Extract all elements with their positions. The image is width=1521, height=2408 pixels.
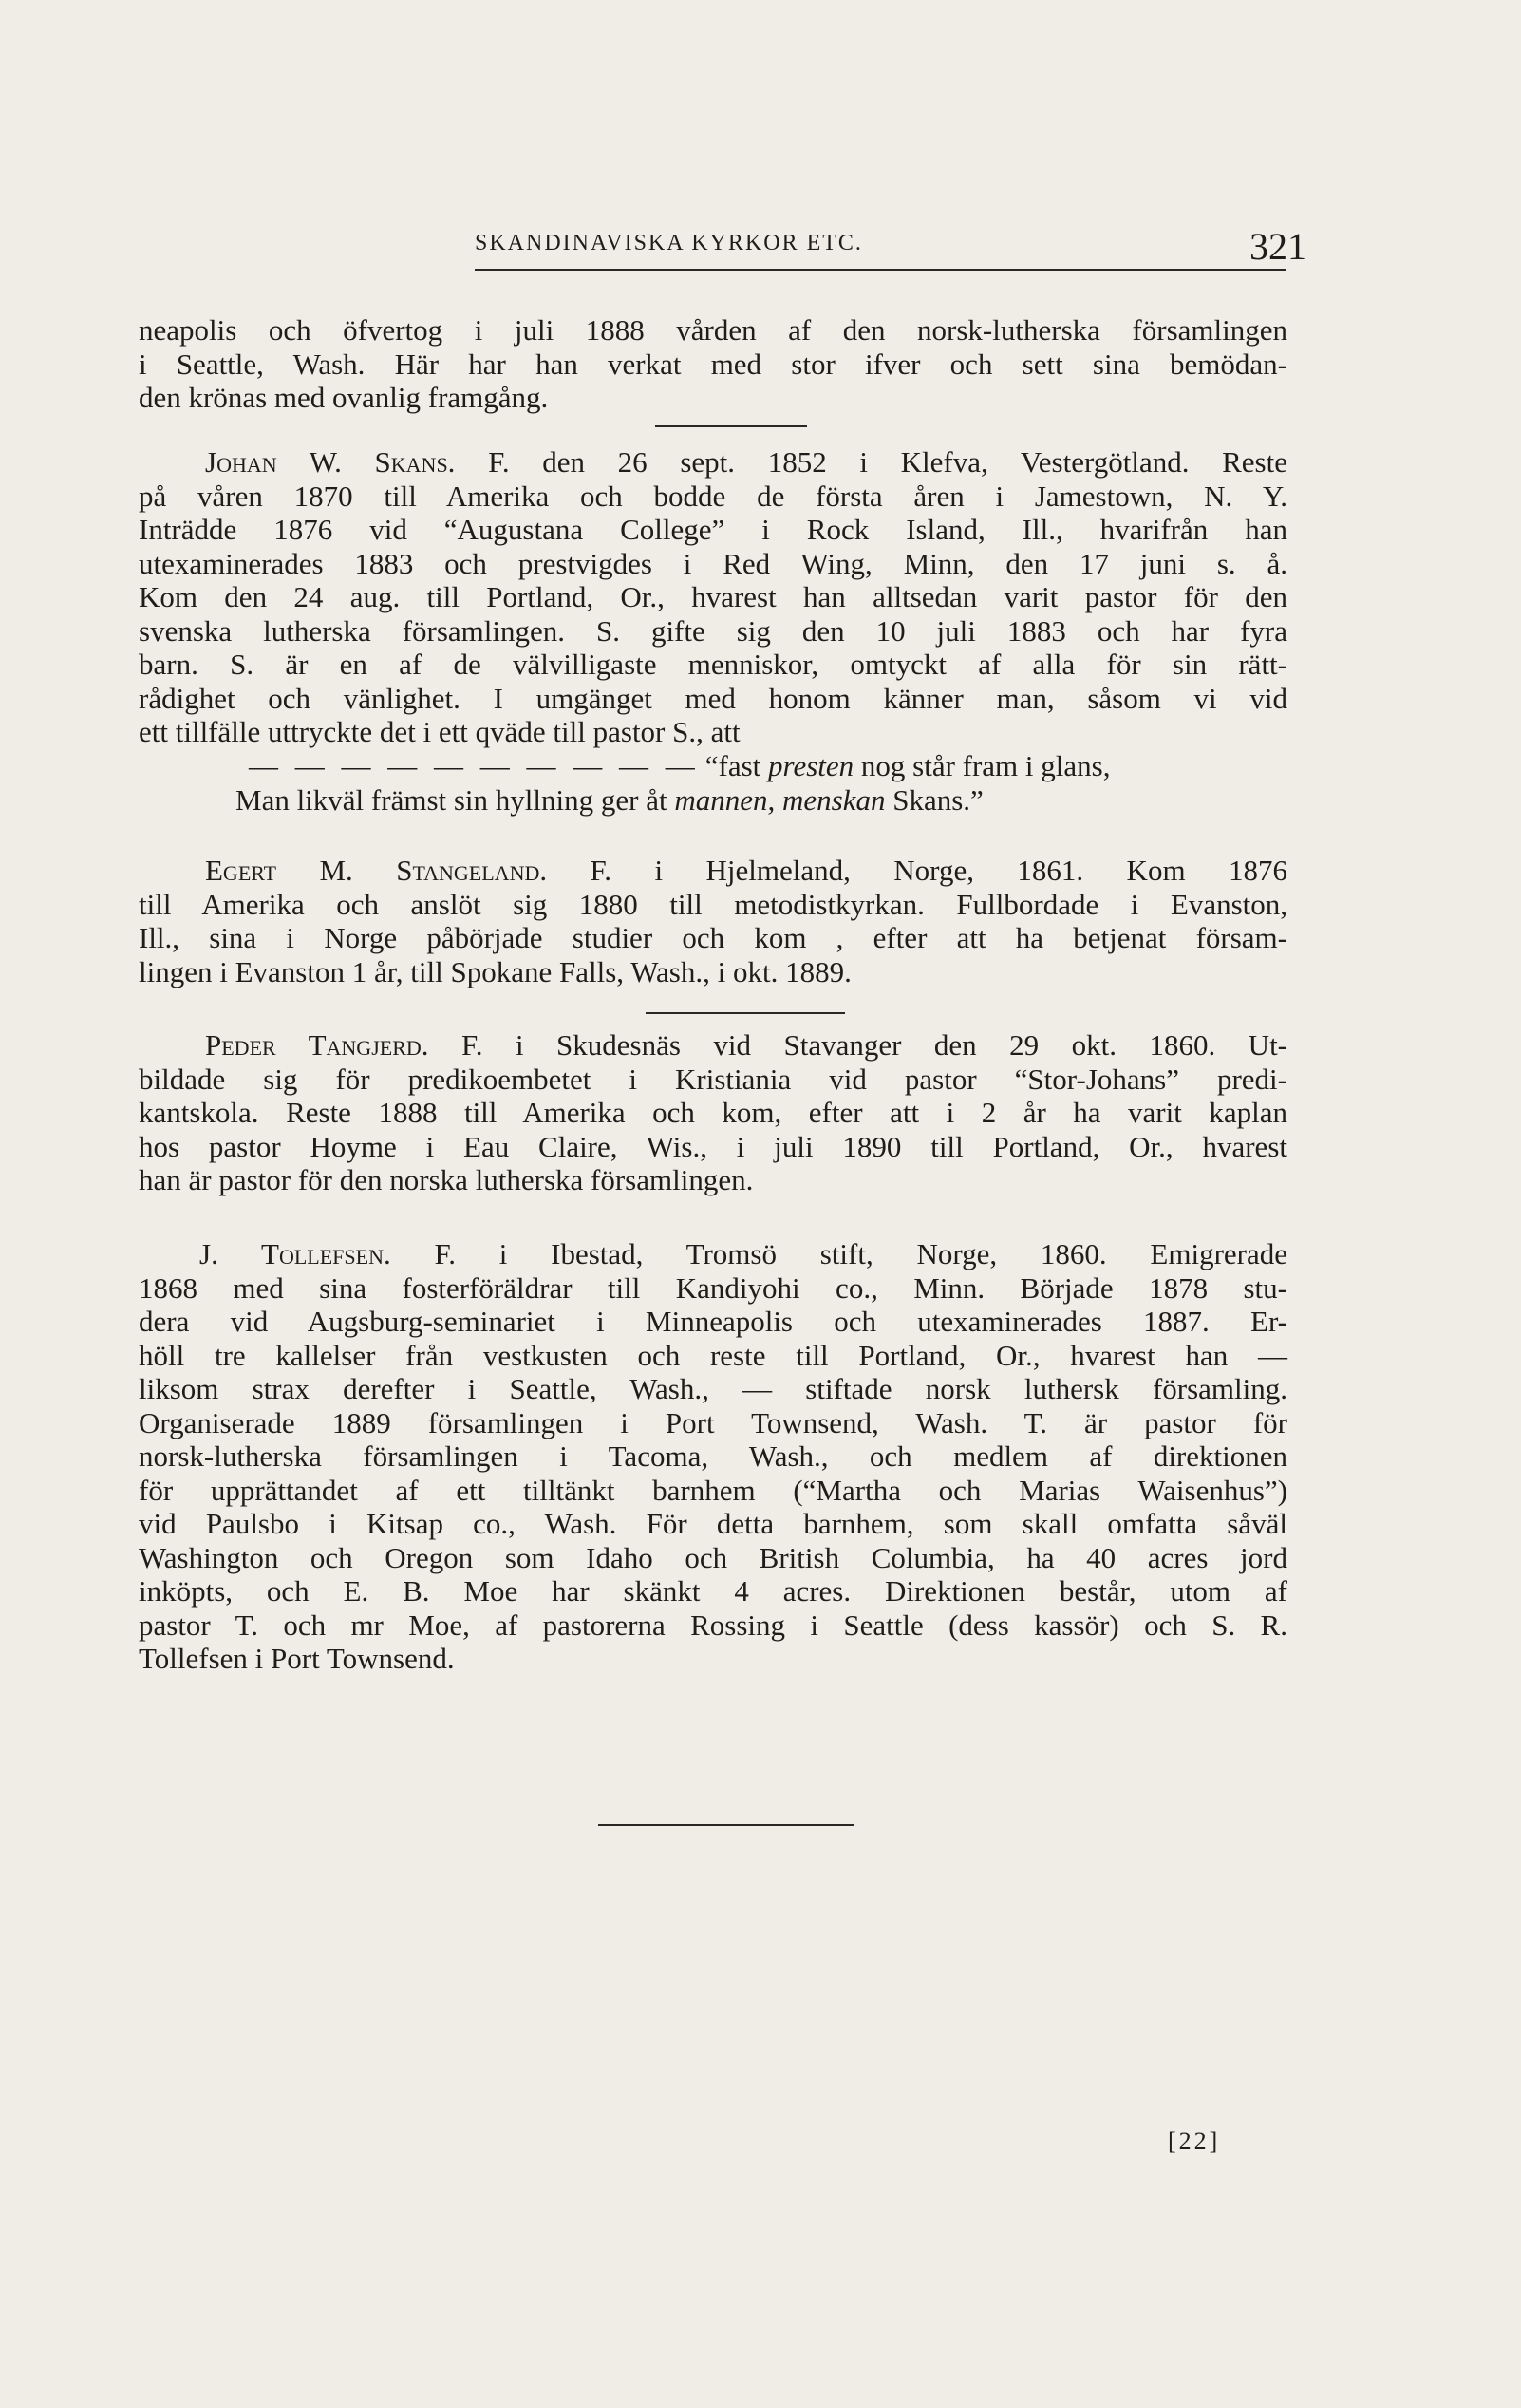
text-run-italic: presten (768, 749, 854, 782)
text-line: bildade sig för predikoembetet i Kristiania vid pastor “Stor-Johans” predi- (139, 1062, 1287, 1096)
entry-skans (139, 445, 1287, 749)
signature-mark: [22] (1168, 2127, 1221, 2154)
text-line: Washington och Oregon som Idaho och British Columbia, ha 40 acres jord (139, 1540, 1287, 1574)
text-line: utexaminerades 1883 och prestvigdes i Red Wing, Minn, den 17 juni s. å. (139, 546, 1287, 580)
text-line: vid Paulsbo i Kitsap co., Wash. För detta barnhem, som skall omfatta såväl (139, 1507, 1287, 1540)
text-line: i Seattle, Wash. Här har han verkat med stor ifver och sett sina bemödan- (139, 347, 1287, 381)
section-rule (655, 425, 807, 427)
text-line: för upprättandet af ett tilltänkt barnhem (“Martha och Marias Waisenhus”) (139, 1473, 1287, 1507)
text-line: ett tillfälle uttryckte det i ett qväde till pastor S., att (139, 715, 741, 748)
text-line: pastor T. och mr Moe, af pastorerna Rossing i Seattle (dess kassör) och S. R. (139, 1608, 1287, 1642)
text-run: F. den 26 sept. 1852 i Klefva, Vestergötland. Reste (455, 445, 1287, 479)
text-line: han är pastor för den norska lutherska församlingen. (139, 1163, 754, 1196)
verse-line (235, 749, 1110, 783)
header-rule (475, 269, 1286, 271)
text-line: Ill., sina i Norge påbörjade studier och kom , efter att ha betjenat försam- (139, 921, 1287, 954)
text-line (139, 445, 1287, 480)
entry-tollefsen (139, 1237, 1287, 1676)
paragraph-continuation (139, 313, 1287, 415)
text-line: hos pastor Hoyme i Eau Claire, Wis., i juli 1890 till Portland, Or., hvarest (139, 1129, 1287, 1163)
text-line: Kom den 24 aug. till Portland, Or., hvarest han alltsedan varit pastor för den (139, 580, 1287, 613)
text-line: den krönas med ovanlig framgång. (139, 381, 549, 414)
text-line: Tollefsen i Port Townsend. (139, 1642, 455, 1675)
text-line: kantskola. Reste 1888 till Amerika och kom, efter att i 2 år ha varit kaplan (139, 1096, 1287, 1129)
text-line (139, 854, 1287, 888)
text-line: svenska lutherska församlingen. S. gifte sig den 10 juli 1883 och har fyra (139, 613, 1287, 648)
text-line (139, 1237, 1287, 1271)
verse-dashes: — — — — — — — — — — (249, 749, 700, 782)
text-line: Inträdde 1876 vid “Augustana College” i Rock Island, Ill., hvarifrån han (139, 513, 1287, 546)
text-line: på våren 1870 till Amerika och bodde de första åren i Jamestown, N. Y. (139, 479, 1287, 513)
entry-name: Peder Tangjerd. (205, 1028, 429, 1062)
text-run: nog står fram i glans, (854, 749, 1111, 782)
text-line: barn. S. är en af de välvilligaste menniskor, omtyckt af alla för sin rätt- (139, 648, 1287, 681)
entry-stangeland (139, 854, 1287, 988)
text-run-italic: mannen, menskan (674, 782, 886, 817)
text-run: “fast (704, 749, 769, 782)
text-line: höll tre kallelser från vestkusten och reste till Portland, Or., hvarest han — (139, 1338, 1287, 1372)
verse-line (235, 783, 1110, 818)
text-line: lingen i Evanston 1 år, till Spokane Falls, Wash., i okt. 1889. (139, 954, 852, 988)
text-run: Man likväl främst sin hyllning ger åt (235, 782, 675, 817)
text-line: inköpts, och E. B. Moe har skänkt 4 acres. Direktionen består, utom af (139, 1574, 1287, 1608)
running-head: SKANDINAVISKA KYRKOR ETC. (475, 231, 863, 255)
verse-quote (235, 749, 1110, 817)
entry-name: Egert M. Stangeland. (205, 854, 548, 887)
entry-tangjerd (139, 1028, 1287, 1197)
text-line: Organiserade 1889 församlingen i Port Townsend, Wash. T. är pastor för (139, 1405, 1287, 1439)
text-line: liksom strax derefter i Seattle, Wash., — stiftade norsk luthersk församling. (139, 1372, 1287, 1405)
entry-name: J. Tollefsen. (199, 1237, 391, 1270)
text-run: F. i Skudesnäs vid Stavanger den 29 okt. 1860. Ut- (428, 1028, 1288, 1062)
text-line: 1868 med sina fosterföräldrar till Kandiyohi co., Minn. Började 1878 stu- (139, 1270, 1287, 1305)
text-run: F. i Ibestad, Tromsö stift, Norge, 1860. Emigrerade (390, 1237, 1287, 1270)
text-line (139, 1028, 1287, 1063)
text-line: dera vid Augsburg-seminariet i Minneapolis och utexaminerades 1887. Er- (139, 1305, 1287, 1338)
section-rule (646, 1012, 845, 1014)
text-run: Skans.” (885, 782, 984, 817)
text-line: neapolis och öfvertog i juli 1888 vården af den norsk-lutherska församlingen (139, 313, 1287, 347)
end-rule (598, 1824, 854, 1826)
text-line: rådighet och vänlighet. I umgänget med honom känner man, såsom vi vid (139, 681, 1287, 715)
text-line: norsk-lutherska församlingen i Tacoma, Wash., och medlem af direktionen (139, 1439, 1287, 1473)
text-run: F. i Hjelmeland, Norge, 1861. Kom 1876 (547, 854, 1287, 887)
text-line: till Amerika och anslöt sig 1880 till metodistkyrkan. Fullbordade i Evanston, (139, 887, 1287, 921)
page-number: 321 (1249, 225, 1306, 268)
entry-name: Johan W. Skans. (205, 445, 456, 479)
